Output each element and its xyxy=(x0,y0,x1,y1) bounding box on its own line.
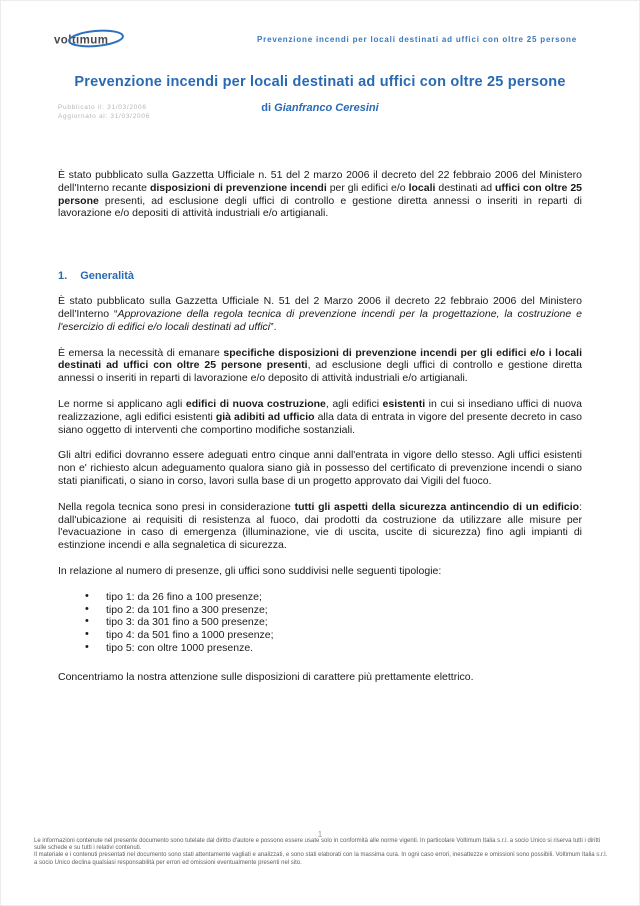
text-run: : dall'ubicazione ai requisiti di resistenza al fuoco, dai prodotti da costruzione da utilizzare alle misure per l'evacuazione in caso di emergenza (illuminazione, vie di uscita, uscite di sicurezza) fino agli impianti di estinzione incendi e alla segnaletica di sicurezza. xyxy=(58,500,582,552)
text-run: È emersa la necessità di emanare xyxy=(58,346,224,359)
page-number: 1 xyxy=(317,830,323,839)
text-run: tutti gli aspetti della sicurezza antincendio di un edificio xyxy=(294,500,580,513)
closing-paragraph: Concentriamo la nostra attenzione sulle disposizioni di carattere più prettamente elettrico. xyxy=(58,670,474,683)
footer-disclaimer-2: Il materiale e i contenuti presentati nel documento sono stati attentamente vagliati e analizzati, e sono stati elaborati con la massima cura. In ogni caso errori, inesattezze e omissioni sono possibili. Voltimum Italia s.r.l. a socio Unico declina qualsiasi responsabilità per errori ed omissioni eventualmente presenti nel sito. xyxy=(34,852,608,866)
voltimum-logo-icon xyxy=(46,27,140,51)
byline-prefix: di xyxy=(261,102,275,114)
paragraph xyxy=(58,347,582,385)
list-item: • tipo 2: da 101 fino a 300 presenze; xyxy=(85,604,582,617)
text-run: In relazione al numero di presenze, gli uffici sono suddivisi nelle seguenti tipologie: xyxy=(58,564,442,577)
intro-paragraph xyxy=(58,169,582,220)
text-run: Approvazione della regola tecnica di prevenzione incendi per la progettazione, la costruzione e l'esercizio di edifici e/o locali destinati ad uffici xyxy=(58,307,583,333)
text-run: , ad esclusione degli uffici di controllo e gestione diretta annessi o inseriti in reparti di lavorazione e/o deposito di attività industriali e/o artigianali. xyxy=(58,359,582,385)
list-item: • tipo 5: con oltre 1000 presenze. xyxy=(85,642,582,655)
document-title: Prevenzione incendi per locali destinati ad uffici con oltre 25 persone xyxy=(74,74,566,90)
publication-dates xyxy=(58,103,150,121)
text-run: disposizioni di prevenzione incendi xyxy=(149,181,327,194)
paragraph xyxy=(58,398,582,436)
paragraph xyxy=(58,295,582,333)
text-run: già adibiti ad ufficio xyxy=(215,410,315,423)
text-run: per gli edifici e/o xyxy=(326,181,409,194)
meta-row xyxy=(1,101,639,127)
svg-text:voltimum: voltimum xyxy=(54,34,109,47)
page-header xyxy=(1,1,639,51)
text-run: specifiche disposizioni di prevenzione incendi per gli edifici e/o i locali destinati ad uffici con oltre 25 persone presenti xyxy=(58,346,582,372)
text-run: È stato pubblicato sulla Gazzetta Ufficiale n. 51 del 2 marzo 2006 il decreto del 22 febbraio 2006 del Ministero dell'Interno recante xyxy=(58,169,582,194)
text-run: alla data di entrata in vigore del presente decreto in caso siano oggetto di interventi che comportino modifiche sostanziali. xyxy=(58,410,582,436)
text-run: È stato pubblicato sulla Gazzetta Ufficiale N. 51 del 2 Marzo 2006 il decreto 22 febbraio 2006 del Ministero dell'Interno “ xyxy=(58,295,582,320)
text-run: uffici con oltre 25 persone xyxy=(58,181,582,207)
author-name: Gianfranco Ceresini xyxy=(274,102,379,114)
list-item: • tipo 1: da 26 fino a 100 presenze; xyxy=(85,591,582,604)
typology-list xyxy=(85,591,582,655)
section-label: Generalità xyxy=(80,270,134,283)
paragraph xyxy=(58,449,582,487)
text-run: locali xyxy=(408,181,436,194)
document-body xyxy=(1,169,639,684)
text-run: edifici di nuova costruzione xyxy=(185,397,326,410)
text-run: Gli altri edifici dovranno essere adeguati entro cinque anni dall'entrata in vigore dello stesso. Agli uffici esistenti non e' richiesto alcun adeguamento qualora siano già in possesso del certificato di prevenzione incendi o siano stati pianificati, o siano in corso, lavori sulla base di un progetto approvato dai Vigili del fuoco. xyxy=(58,449,582,487)
page-footer xyxy=(34,838,609,867)
text-run: Le norme si applicano agli xyxy=(58,397,186,410)
paragraph xyxy=(58,565,582,578)
section-heading xyxy=(58,270,582,282)
text-run: in cui si insediano uffici di nuova realizzazione, agli edifici esistenti xyxy=(58,397,582,423)
list-item: • tipo 3: da 301 fino a 500 presenze; xyxy=(85,616,582,629)
running-header-title: Prevenzione incendi per locali destinati ad uffici con oltre 25 persone xyxy=(257,34,577,44)
section-number: 1. xyxy=(58,270,68,283)
text-run: destinati ad xyxy=(435,181,496,194)
published-date: Pubblicato il: 31/03/2006 xyxy=(58,104,147,111)
text-run: esistenti xyxy=(382,397,426,410)
text-run: Nella regola tecnica sono presi in considerazione xyxy=(58,500,295,513)
text-run: ”. xyxy=(270,320,277,333)
text-run: , agli edifici xyxy=(325,397,383,410)
footer-disclaimer-1: Le informazioni contenute nel presente documento sono tutelate dal diritto d'autore e possono essere usate solo in conformità alle norme vigenti. In particolare Voltimum Italia s.r.l. a socio Unico si riserva tutti i diritti sulle schede e su tutti i relativi contenuti. xyxy=(34,837,601,852)
list-item: • tipo 4: da 501 fino a 1000 presenze; xyxy=(85,629,582,642)
text-run: presenti, ad esclusione degli uffici di controllo e gestione diretta annessi o inseriti in reparti di lavorazione e/o depositi di attività industriali e/o artigianali. xyxy=(58,194,582,220)
updated-date: Aggiornato al: 31/03/2006 xyxy=(58,113,150,120)
paragraph xyxy=(58,501,582,552)
